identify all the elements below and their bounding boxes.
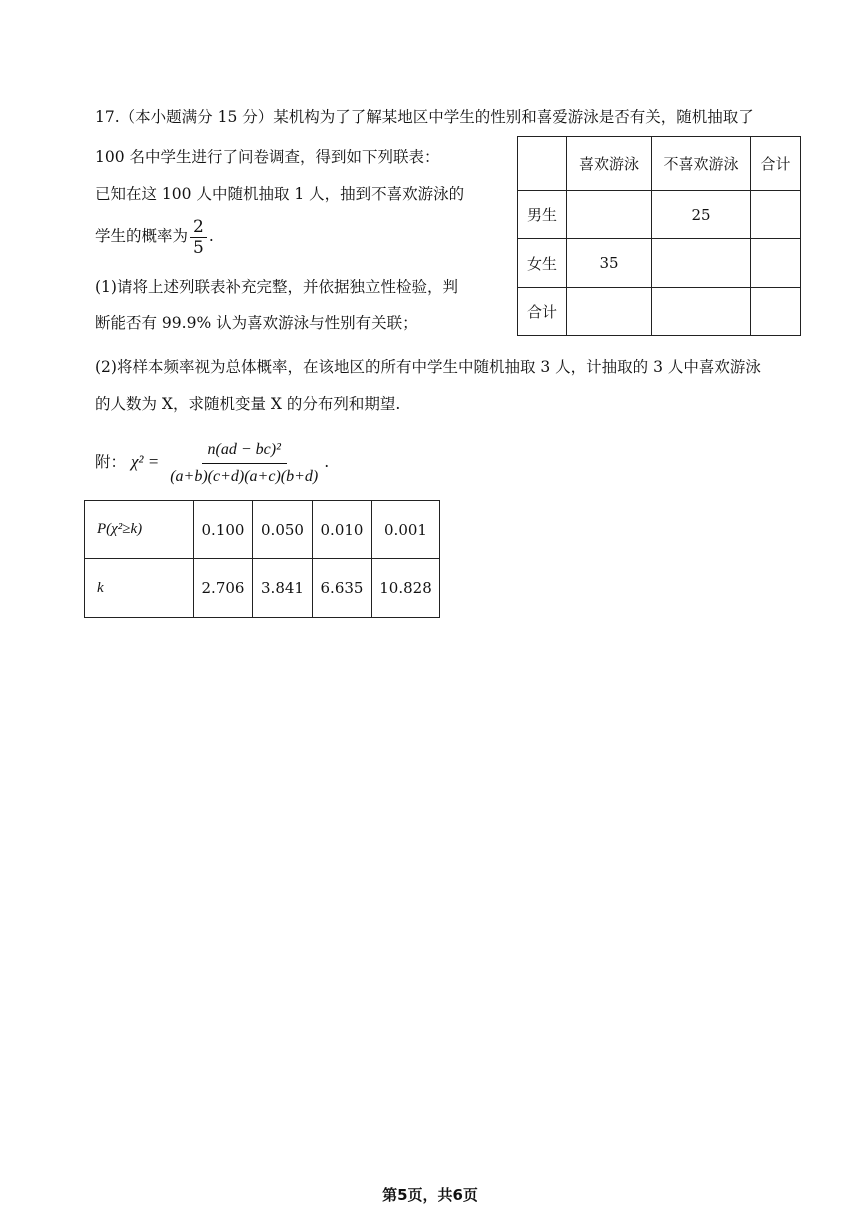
problem-line-3: 已知在这 100 人中随机抽取 1 人，抽到不喜欢游泳的 — [95, 185, 465, 203]
probability-fraction — [190, 217, 207, 258]
critical-value-table — [84, 500, 440, 618]
table-cell — [567, 288, 652, 336]
row-label: 合计 — [518, 288, 567, 336]
formula-lhs: χ² = — [130, 452, 160, 471]
probability-suffix: . — [208, 227, 214, 245]
table-cell — [652, 239, 751, 288]
table-cell: 6.635 — [313, 559, 372, 618]
table-cell: 35 — [567, 239, 652, 288]
row-label: k — [85, 559, 194, 618]
table-cell: 0.050 — [253, 501, 313, 559]
table-row — [85, 501, 440, 559]
table-row — [518, 137, 801, 191]
formula-label: 附： — [95, 453, 127, 471]
table-cell — [652, 288, 751, 336]
table-cell — [751, 288, 801, 336]
contingency-table — [517, 136, 801, 336]
table-cell — [567, 191, 652, 239]
fraction-numerator: 2 — [190, 217, 207, 238]
table-cell — [751, 191, 801, 239]
table-cell — [518, 137, 567, 191]
table-row — [518, 288, 801, 336]
problem-line-4 — [95, 214, 214, 258]
problem-line-2: 100 名中学生进行了问卷调查，得到如下列联表： — [95, 148, 440, 166]
table-cell — [751, 239, 801, 288]
row-label: 男生 — [518, 191, 567, 239]
question-1-line-2: 断能否有 99.9% 认为喜欢游泳与性别有关联； — [95, 314, 418, 332]
table-cell: 25 — [652, 191, 751, 239]
formula-denominator: (a+b)(c+d)(a+c)(b+d) — [170, 467, 319, 485]
table-cell: 0.010 — [313, 501, 372, 559]
table-cell: 2.706 — [194, 559, 253, 618]
table-cell: 10.828 — [372, 559, 440, 618]
question-1-line-1: (1)请将上述列联表补充完整，并依据独立性检验，判 — [95, 278, 458, 296]
table-header: 喜欢游泳 — [567, 137, 652, 191]
table-row — [518, 239, 801, 288]
row-label: P(χ²≥k) — [85, 501, 194, 559]
question-2-line-2: 的人数为 X，求随机变量 X 的分布列和期望. — [95, 395, 401, 413]
table-header: 不喜欢游泳 — [652, 137, 751, 191]
fraction-denominator: 5 — [193, 237, 204, 258]
table-cell: 0.100 — [194, 501, 253, 559]
row-label: 女生 — [518, 239, 567, 288]
chi-square-formula — [95, 436, 329, 488]
formula-numerator: n(ad − bc)² — [202, 439, 287, 464]
problem-line-1: 17.（本小题满分 15 分）某机构为了了解某地区中学生的性别和喜爱游泳是否有关，随机抽取了 — [95, 108, 754, 126]
table-cell: 3.841 — [253, 559, 313, 618]
formula-fraction — [164, 439, 324, 488]
table-row — [85, 559, 440, 618]
page-number: 第5页，共6页 — [382, 1186, 478, 1204]
question-2-line-1: (2)将样本频率视为总体概率，在该地区的所有中学生中随机抽取 3 人，计抽取的 3 人中喜欢游泳 — [95, 358, 761, 376]
table-header: 合计 — [751, 137, 801, 191]
probability-prefix: 学生的概率为 — [95, 227, 189, 245]
table-cell: 0.001 — [372, 501, 440, 559]
table-row — [518, 191, 801, 239]
formula-end: . — [324, 453, 330, 471]
